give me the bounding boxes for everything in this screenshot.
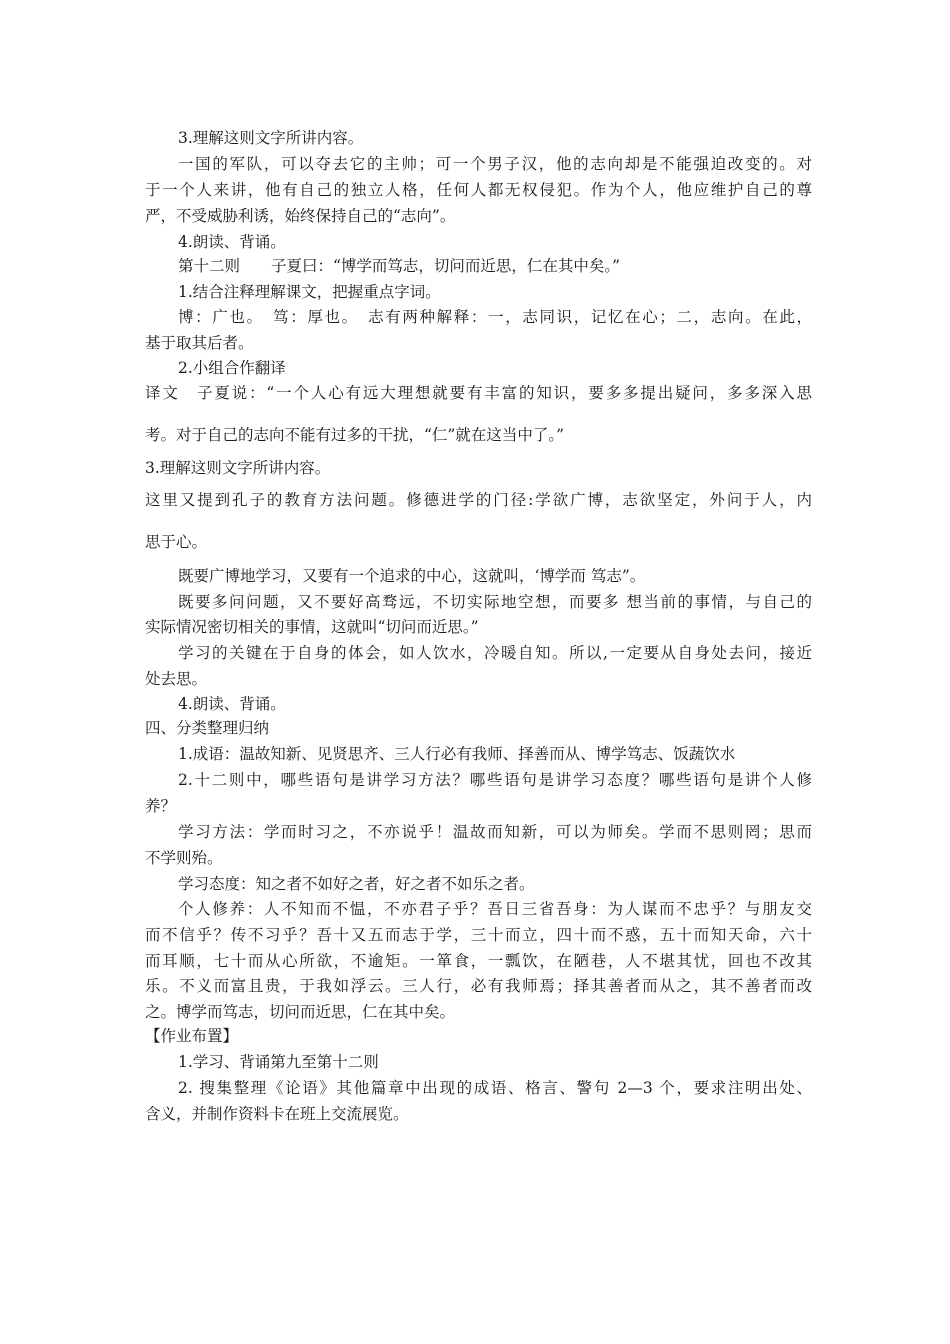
text-line: 于一个人来讲，他有自己的独立人格，任何人都无权侵犯。作为个人，他应维护自己的尊 (145, 181, 812, 199)
text-line: 学习方法：学而时习之，不亦说乎！温故而知新，可以为师矣。学而不思则罔；思而 (178, 823, 812, 841)
text-line: 学习的关键在于自身的体会，如人饮水，冷暖自知。所以,一定要从自身处去问，接近 (178, 644, 812, 662)
text-line: 2.十二则中，哪些语句是讲学习方法？哪些语句是讲学习态度？哪些语句是讲个人修 (178, 771, 812, 789)
text-line: 博：广也。 笃：厚也。 志有两种解释：一，志同识，记忆在心；二，志向。在此， (178, 308, 812, 326)
text-line: 既要广博地学习，又要有一个追求的中心，这就叫，‘博学而 笃志”。 (178, 567, 646, 585)
text-line: 思于心。 (145, 533, 208, 551)
text-line: 乐。不义而富且贵，于我如浮云。三人行，必有我师焉；择其善者而从之，其不善者而改 (145, 977, 812, 995)
text-line: 不学则殆。 (145, 849, 223, 867)
text-line: 4.朗读、背诵。 (178, 233, 286, 251)
text-line: 一国的军队，可以夺去它的主帅；可一个男子汉，他的志向却是不能强迫改变的。对 (178, 155, 812, 173)
text-line: 严，不受威胁利诱，始终保持自己的“志向”。 (145, 207, 456, 225)
text-line: 2.小组合作翻译 (178, 359, 286, 377)
text-line: 实际情况密切相关的事情，这就叫“切问而近思。” (145, 618, 479, 636)
text-line: 2. 搜集整理《论语》其他篇章中出现的成语、格言、警句 2—3 个，要求注明出处、 (178, 1079, 812, 1097)
text-line: 含义，并制作资料卡在班上交流展览。 (145, 1105, 409, 1123)
text-line: 考。对于自己的志向不能有过多的干扰，“仁”就在这当中了。” (145, 426, 565, 444)
text-line: 而不信乎？传不习乎？吾十又五而志于学，三十而立，四十而不惑，五十而知天命，六十 (145, 926, 812, 944)
section-heading: 【作业布置】 (145, 1027, 239, 1045)
text-line: 1.成语：温故知新、见贤思齐、三人行必有我师、择善而从、博学笃志、饭蔬饮水 (178, 745, 736, 763)
section-heading: 四、分类整理归纳 (145, 719, 270, 737)
text-line: 4.朗读、背诵。 (178, 695, 286, 713)
text-line: 基于取其后者。 (145, 334, 254, 352)
text-line: 3.理解这则文字所讲内容。 (145, 459, 331, 477)
text-line: 这里又提到孔子的教育方法问题。修德进学的门径:学欲广博，志欲坚定，外问于人，内 (145, 491, 812, 509)
text-line: 3.理解这则文字所讲内容。 (178, 129, 364, 147)
text-line: 学习态度：知之者不如好之者，好之者不如乐之者。 (178, 875, 535, 893)
text-line: 1.学习、背诵第九至第十二则 (178, 1053, 379, 1071)
text-line: 1.结合注释理解课文，把握重点字词。 (178, 283, 441, 301)
text-line: 第十二则 子夏曰：“博学而笃志，切问而近思，仁在其中矣。” (178, 257, 621, 275)
text-line: 既要多问问题，又不要好高骛远，不切实际地空想，而要多 想当前的事情，与自己的 (178, 593, 812, 611)
text-line: 之。博学而笃志，切问而近思，仁在其中矣。 (145, 1003, 456, 1021)
text-line: 译文 子夏说：“一个人心有远大理想就要有丰富的知识，要多多提出疑问，多多深入思 (145, 384, 812, 402)
text-line: 个人修养：人不知而不愠，不亦君子乎？吾日三省吾身：为人谋而不忠乎？与朋友交 (178, 900, 812, 918)
text-line: 养？ (145, 797, 177, 815)
text-line: 而耳顺，七十而从心所欲，不逾矩。一箪食，一瓢饮，在陋巷，人不堪其忧，回也不改其 (145, 952, 812, 970)
text-line: 处去思。 (145, 670, 208, 688)
